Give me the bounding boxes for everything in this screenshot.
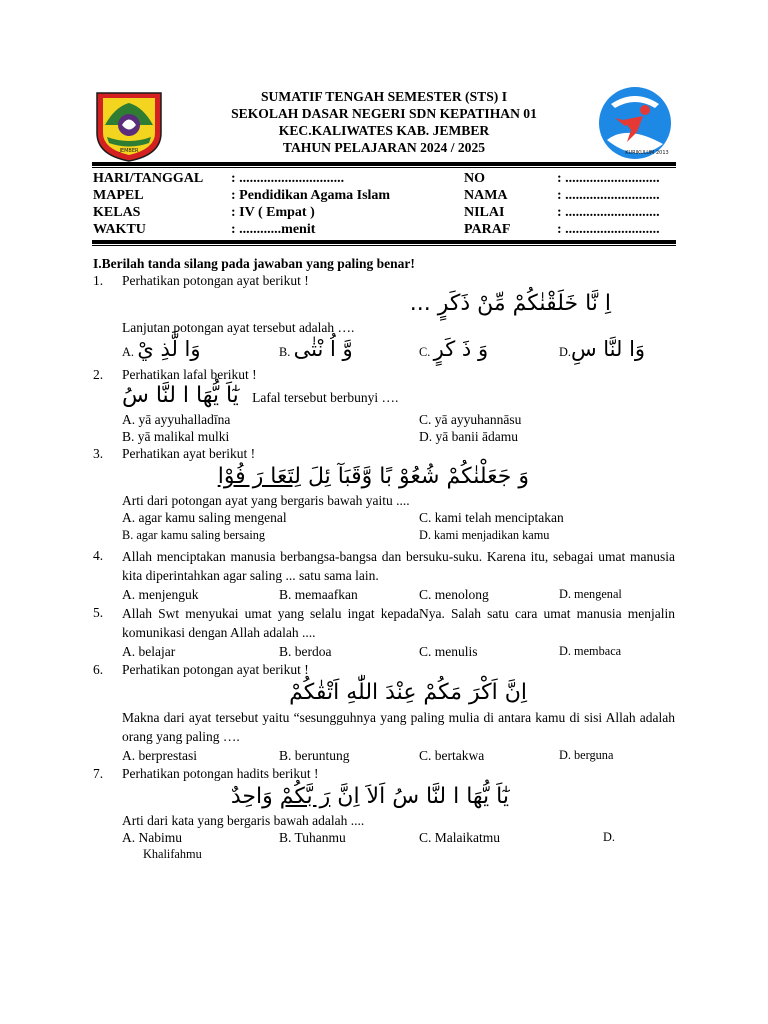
question-number: 4. — [93, 548, 104, 563]
nama-value: : ........................... — [557, 188, 660, 203]
section-number: I. — [93, 256, 102, 271]
section-instruction-text: Berilah tanda silang pada jawaban yang paling benar! — [101, 256, 415, 271]
kelas-label: KELAS — [93, 205, 141, 220]
q7-options — [122, 829, 675, 846]
header-school: SEKOLAH DASAR NEGERI SDN KEPATIHAN 01 — [231, 106, 537, 121]
option-b[interactable]: B. beruntung — [279, 748, 350, 763]
option-a[interactable] — [122, 336, 279, 366]
right-logo-caption: KURIKULUM 2013 — [625, 150, 669, 156]
q3-ayah-underlined: لِتَعَا رَ فُوْا — [217, 464, 301, 489]
hari-label: HARI/TANGGAL — [93, 171, 204, 186]
info-rule-bottom-thin — [92, 245, 676, 246]
document-header — [0, 88, 768, 156]
question-number: 7. — [93, 766, 104, 781]
question-number: 3. — [93, 446, 104, 461]
option-b[interactable]: B. Tuhanmu — [279, 830, 346, 845]
question-list — [93, 255, 675, 863]
option-d[interactable]: D. — [603, 830, 615, 844]
question-text: Perhatikan potongan hadits berikut ! — [122, 766, 319, 781]
q7-hadith-start: يٰٓاَ يُّهَا ا لنَّا سُ اَلاَ اِنَّ — [337, 784, 509, 809]
option-label: A. — [122, 345, 134, 359]
question-number: 5. — [93, 605, 104, 620]
option-d[interactable] — [559, 336, 645, 366]
paraf-label: PARAF — [464, 222, 511, 237]
option-a[interactable]: A. agar kamu saling mengenal — [122, 510, 287, 525]
option-b[interactable]: B. berdoa — [279, 644, 332, 659]
option-a[interactable]: A. yā ayyuhalladīna — [122, 412, 231, 427]
question-2 — [93, 366, 675, 383]
nilai-value: : ........................... — [557, 205, 660, 220]
header-rule-top — [92, 162, 676, 166]
question-4 — [93, 547, 675, 585]
mapel-label: MAPEL — [93, 188, 144, 203]
option-arabic: وَّ اُ نْثٰى — [293, 337, 353, 361]
question-number: 6. — [93, 662, 104, 677]
option-c[interactable] — [419, 336, 559, 366]
student-info-grid — [93, 171, 678, 239]
question-3 — [93, 445, 675, 462]
q2-ayah-row — [122, 383, 675, 411]
kelas-value: : IV ( Empat ) — [231, 205, 315, 220]
q7-hadith-underlined: رَ بَّكُمْ — [279, 784, 331, 809]
option-arabic: وَ ذَ كَرٍ — [433, 337, 489, 361]
q6-ayah: اِنَّ اَكْرَ مَكُمْ عِنْدَ اللّٰهِ اَتْقٰكُمْ — [289, 680, 527, 705]
header-title: SUMATIF TENGAH SEMESTER (STS) I — [260, 89, 507, 104]
question-number: 2. — [93, 367, 104, 382]
q5-options — [122, 642, 675, 661]
mapel-value: : Pendidikan Agama Islam — [231, 188, 391, 203]
info-rule-bottom — [92, 240, 676, 244]
option-c[interactable]: C. menulis — [419, 644, 478, 659]
option-arabic: وَا لَّذِ يْ — [137, 337, 201, 361]
option-a[interactable]: A. menjenguk — [122, 587, 199, 602]
header-year: TAHUN PELAJARAN 2024 / 2025 — [282, 140, 486, 155]
q2-options-row2 — [122, 428, 675, 445]
option-b[interactable]: B. agar kamu saling bersaing — [122, 528, 266, 542]
option-c[interactable]: C. menolong — [419, 587, 489, 602]
question-text: Perhatikan potongan ayat berikut ! — [122, 662, 309, 677]
no-value: : ........................... — [557, 171, 660, 186]
question-text: Perhatikan ayat berikut ! — [122, 446, 256, 461]
header-rule-top-thin — [92, 167, 676, 168]
q4-options — [122, 585, 675, 604]
q6-options — [122, 746, 675, 765]
q3-followup: Arti dari potongan ayat yang bergaris bawah yaitu .... — [122, 493, 410, 508]
option-c[interactable]: C. bertakwa — [419, 748, 485, 763]
paraf-value: : ........................... — [557, 222, 660, 237]
option-b[interactable]: B. yā malikal mulki — [122, 429, 230, 444]
question-5 — [93, 604, 675, 642]
option-b[interactable]: B. memaafkan — [279, 587, 358, 602]
q3-options-row1 — [122, 509, 675, 526]
section-instruction — [93, 255, 675, 272]
header-district: KEC.KALIWATES KAB. JEMBER — [278, 123, 490, 138]
q2-note: Lafal tersebut berbunyi …. — [252, 390, 399, 405]
q1-options — [122, 336, 675, 366]
question-6 — [93, 661, 675, 678]
option-a[interactable]: A. Nabimu — [122, 830, 182, 845]
option-label: D. — [559, 345, 571, 359]
option-label: C. — [419, 345, 431, 359]
question-number: 1. — [93, 273, 104, 288]
hari-value: : .............................. — [231, 171, 345, 186]
nilai-label: NILAI — [464, 205, 505, 220]
q2-options-row1 — [122, 411, 675, 428]
waktu-label: WAKTU — [93, 222, 146, 237]
q1-ayah: اِ نَّا خَلَقْنٰكُمْ مِّنْ ذَكَرٍ ... — [409, 291, 611, 316]
question-text: Allah Swt menyukai umat yang selalu ingat kepadaNya. Salah satu cara umat manusia menjalin komunikasi dengan Allah adalah .... — [122, 606, 675, 640]
option-c[interactable]: C. yā ayyuhannāsu — [419, 412, 522, 427]
option-d[interactable]: D. membaca — [559, 644, 622, 658]
option-d[interactable]: D. mengenal — [559, 587, 622, 601]
q3-ayah — [93, 462, 529, 492]
q7-option-d-text: Khalifahmu — [143, 847, 202, 861]
q1-followup: Lanjutan potongan ayat tersebut adalah …. — [122, 320, 355, 335]
question-7 — [93, 765, 675, 782]
option-d[interactable]: D. berguna — [559, 748, 614, 762]
option-a[interactable]: A. belajar — [122, 644, 176, 659]
no-label: NO — [464, 171, 485, 186]
option-arabic: وَا لنَّا سِ — [570, 337, 646, 361]
nama-label: NAMA — [464, 188, 508, 203]
question-text: Perhatikan lafal berikut ! — [122, 367, 257, 382]
waktu-value: : ............menit — [231, 222, 316, 237]
option-c[interactable]: C. Malaikatmu — [419, 830, 500, 845]
question-text: Allah menciptakan manusia berbangsa-bangsa dan bersuku-suku. Karena itu, sebagai umat manusia kita diperintahkan agar saling ... satu sama lain. — [122, 549, 675, 583]
option-label: B. — [279, 345, 291, 359]
option-c[interactable]: C. kami telah menciptakan — [419, 510, 564, 525]
question-text: Perhatikan potongan ayat berikut ! — [122, 273, 309, 288]
q2-ayah: يٰٓاَ يُّهَا ا لنَّا سُ — [122, 383, 239, 408]
q7-followup: Arti dari kata yang bergaris bawah adalah .... — [122, 813, 365, 828]
option-d[interactable]: D. yā banii ādamu — [419, 429, 518, 444]
q3-options-row2 — [122, 526, 675, 545]
option-b[interactable] — [279, 336, 419, 366]
option-a[interactable]: A. berprestasi — [122, 748, 197, 763]
q7-hadith-end: وَاحِدٌ — [230, 784, 273, 809]
q6-followup: Makna dari ayat tersebut yaitu “sesungguhnya yang paling mulia di antara kamu di sisi Allah adalah orang yang paling …. — [122, 710, 675, 744]
option-d[interactable]: D. kami menjadikan kamu — [419, 528, 550, 542]
left-logo-caption: JEMBER — [119, 148, 139, 154]
q7-hadith — [93, 782, 509, 812]
question-1 — [93, 272, 675, 289]
q3-ayah-plain: وَ جَعَلْنٰكُمْ شُعُوْ بًا وَّقَبَآ ئِلَ — [307, 464, 529, 489]
